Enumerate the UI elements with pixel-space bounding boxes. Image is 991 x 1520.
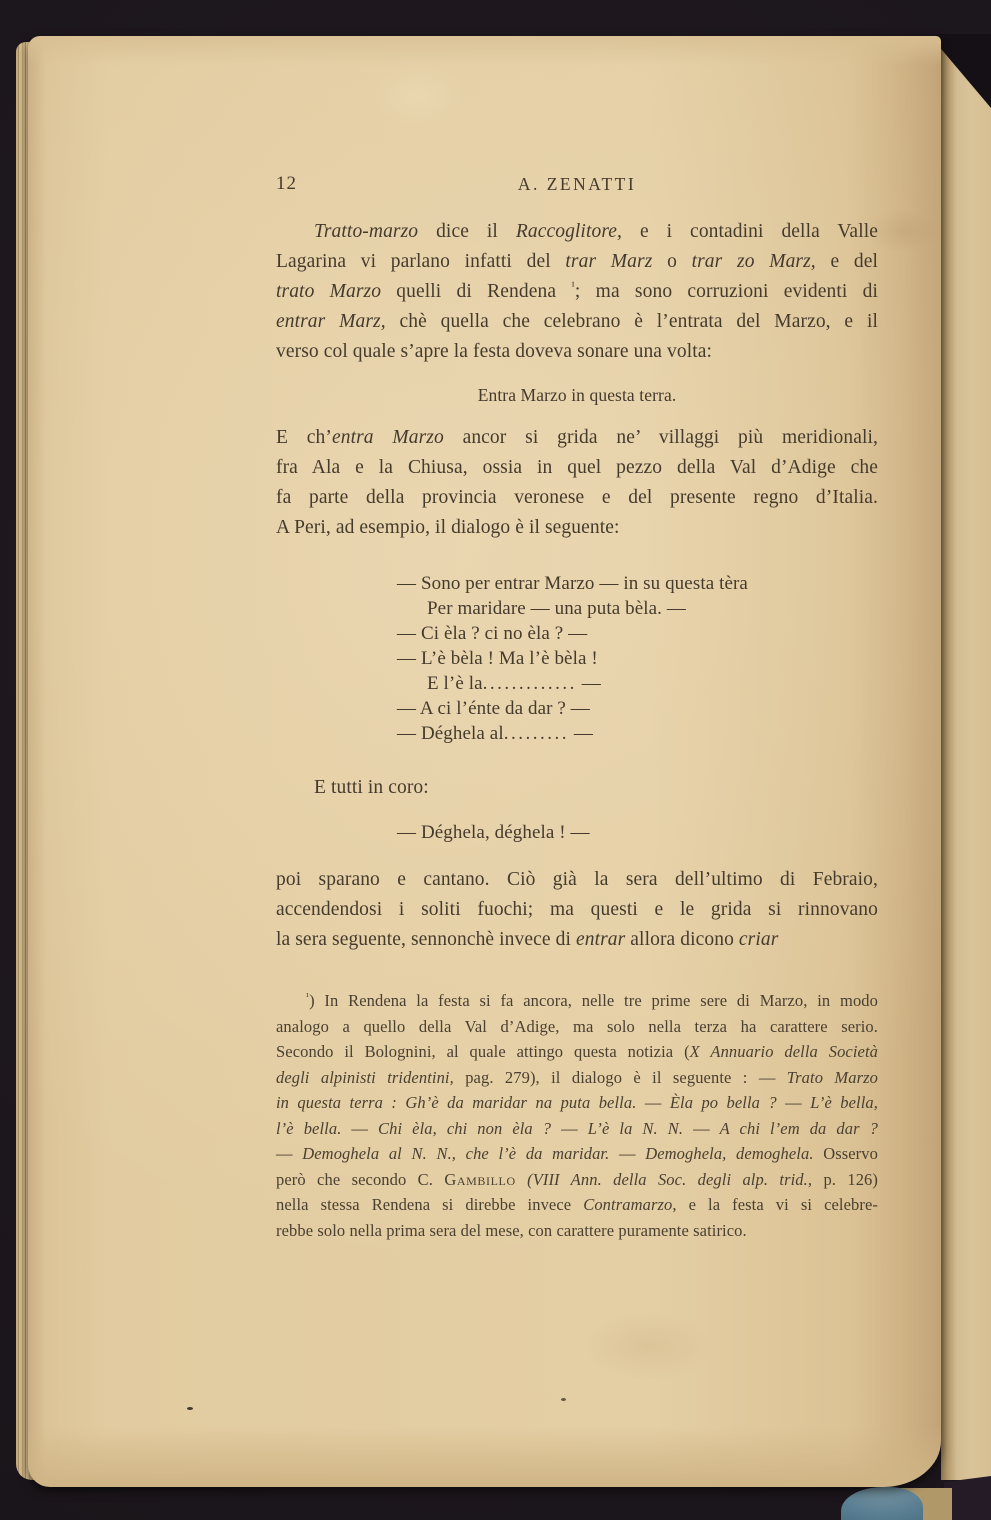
paragraph-tratto-marzo [276, 217, 878, 367]
text-line: fa parte della provincia veronese e del presente regno d’Italia. [276, 487, 878, 508]
text-line: A Peri, ad esempio, il dialogo è il seguente: [276, 517, 620, 538]
text-line: verso col quale s’apre la festa doveva sonare una volta: [276, 341, 713, 362]
text-line: accendendosi i soliti fuochi; ma questi e le grida si rinnovano [276, 899, 878, 920]
footnote [276, 988, 878, 1243]
chorus-line: — Déghela, déghela ! — [397, 822, 590, 843]
text-line: nella stessa Rendena si direbbe invece Contramarzo, e la festa vi si celebre- [276, 1195, 878, 1214]
text-line: — L’è bèla ! Ma l’è bèla ! [397, 648, 598, 669]
text-line: E l’è la............. — [427, 673, 601, 694]
text-line: rebbe solo nella prima sera del mese, con carattere puramente satirico. [276, 1220, 747, 1240]
text-line: però che secondo C. Gambillo (VIII Ann. della Soc. degli alp. trid., p. 126) [276, 1169, 878, 1189]
paragraph-poi-sparano [276, 865, 878, 955]
text-line: la sera seguente, sennonchè invece di entrar allora dicono criar [276, 929, 779, 950]
text-line: — Ci èla ? ci no èla ? — [397, 623, 588, 644]
text-line: entrar Marz, chè quella che celebrano è l’entrata del Marzo, e il [276, 311, 879, 332]
text-line: trato Marzo quelli di Rendena $^{^1}$; ma sono corruzioni evidenti di [276, 279, 878, 302]
text-line: Per maridare — una puta bèla. — [427, 598, 686, 619]
text-line: Lagarina vi parlano infatti del trar Marz o trar zo Marz, e del [276, 251, 879, 272]
text-line: in questa terra : Gh’è da maridar na puta bella. — Èla po bella ? — L’è bella, [276, 1093, 878, 1112]
ink-speck [561, 1398, 566, 1401]
text-line: poi sparano e cantano. Ciò già la sera dell’ultimo di Febraio, [276, 869, 878, 890]
page-header [276, 172, 878, 196]
text-line: — Demoghela al N. N., che l’è da maridar. — Demoghela, demoghela. Osservo [276, 1144, 878, 1163]
next-page-edge [941, 40, 991, 1480]
text-line: $^{^1}$) In Rendena la festa si fa ancora, nelle tre prime sere di Marzo, in modo [306, 991, 878, 1010]
text-line: analogo a quello della Val d’Adige, ma solo nella terza ha carattere serio. [276, 1016, 878, 1036]
text-line: fra Ala e la Chiusa, ossia in quel pezzo della Val d’Adige che [276, 457, 878, 478]
text-line: — A ci l’énte da dar ? — [397, 698, 590, 719]
blue-bookmark [841, 1487, 923, 1520]
motto-line: Entra Marzo in questa terra. [477, 385, 677, 405]
text-line: Secondo il Bolognini, al quale attingo questa notizia (X Annuario della Società [276, 1042, 879, 1061]
page-text-column [276, 172, 878, 1243]
running-header: A. ZENATTI [517, 174, 637, 194]
coro-intro: E tutti in coro: [314, 777, 429, 798]
dialogue-verse [397, 571, 878, 746]
text-line: E ch’entra Marzo ancor si grida ne’ villaggi più meridionali, [276, 427, 878, 448]
page-number: 12 [276, 173, 297, 194]
text-line: l’è bella. — Chi èla, chi non èla ? — L’è la N. N. — A chi l’em da dar ? [276, 1118, 878, 1138]
text-line: — Déghela al......... — [397, 723, 593, 744]
paragraph-entra-marzo [276, 423, 878, 543]
text-line: — Sono per entrar Marzo — in su questa tèra [397, 573, 748, 594]
ink-speck [187, 1407, 193, 1410]
text-line: Tratto-marzo dice il Raccoglitore, e i contadini della Valle [314, 221, 878, 242]
text-line: degli alpinisti tridentini, pag. 279), il dialogo è il seguente : — Trato Marzo [276, 1067, 878, 1087]
